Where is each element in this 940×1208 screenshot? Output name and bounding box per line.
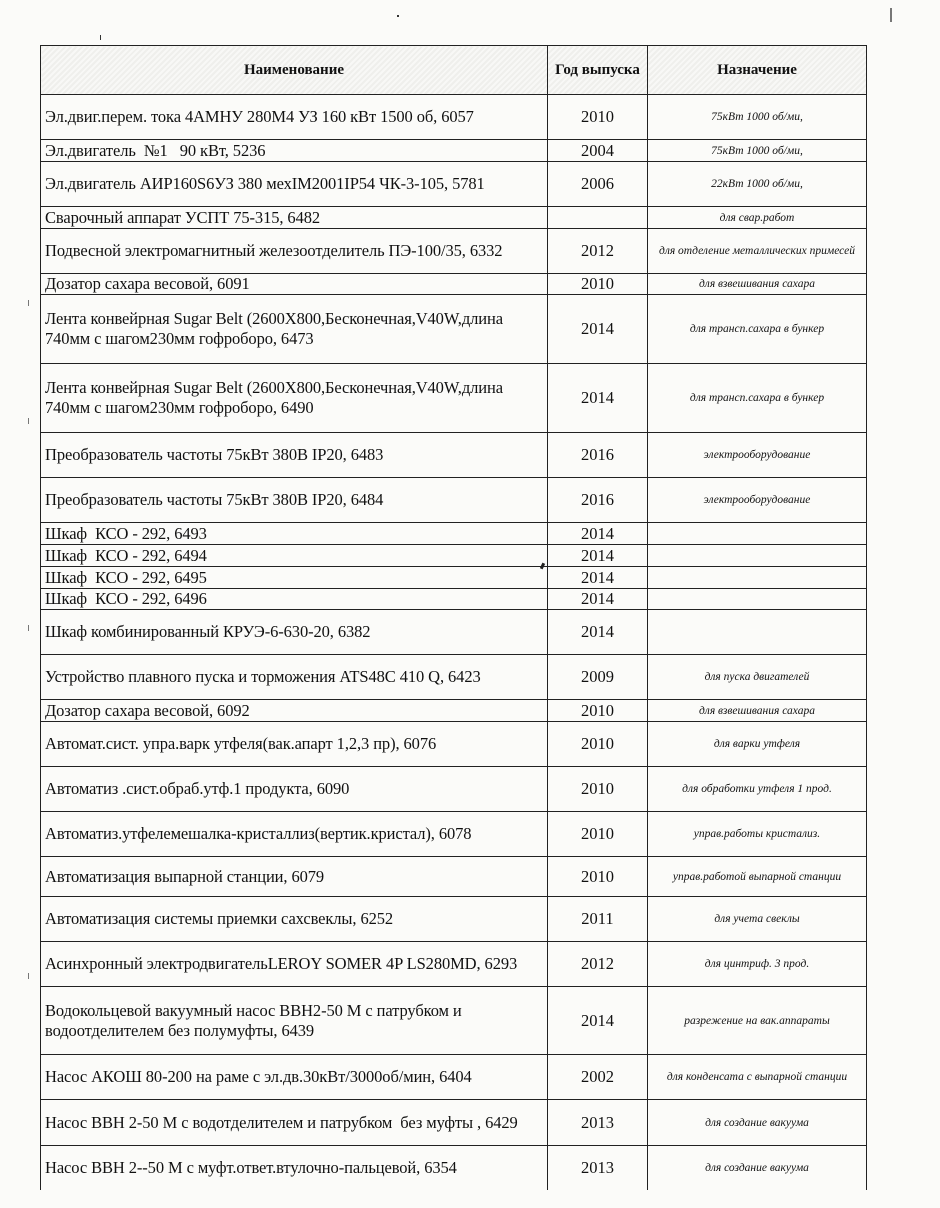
- cell-year: 2006: [548, 162, 648, 207]
- cell-name: Сварочный аппарат УСПТ 75-315, 6482: [41, 207, 548, 229]
- cell-year: 2014: [548, 987, 648, 1055]
- cell-purpose: разрежение на вак.аппараты: [648, 987, 867, 1055]
- column-header-name: Наименование: [41, 46, 548, 95]
- cell-year: 2012: [548, 229, 648, 274]
- cell-purpose: для создание вакуума: [648, 1100, 867, 1146]
- table-row: [41, 610, 867, 655]
- scan-speck: [28, 418, 29, 424]
- cell-purpose: [648, 610, 867, 655]
- cell-name: Автомат.сист. упра.варк утфеля(вак.апарт 1,2,3 пр), 6076: [41, 722, 548, 767]
- scan-speck: [890, 8, 892, 22]
- table-row: [41, 545, 867, 567]
- cell-purpose: управ.работой выпарной станции: [648, 857, 867, 897]
- cell-name: Эл.двиг.перем. тока 4АМНУ 280М4 УЗ 160 кВт 1500 об, 6057: [41, 95, 548, 140]
- cell-name: Автоматиз.утфелемешалка-кристаллиз(вертик.кристал), 6078: [41, 812, 548, 857]
- cell-name: Шкаф КСО - 292, 6494: [41, 545, 548, 567]
- table-row: [41, 207, 867, 229]
- cell-purpose: электрооборудование: [648, 478, 867, 523]
- table-row: [41, 162, 867, 207]
- cell-year: 2014: [548, 364, 648, 433]
- equipment-table: [40, 45, 867, 1190]
- cell-purpose: 75кВт 1000 об/ми,: [648, 95, 867, 140]
- table-row: [41, 655, 867, 700]
- cell-name: Преобразователь частоты 75кВт 380В IP20, 6483: [41, 433, 548, 478]
- cell-year: 2013: [548, 1100, 648, 1146]
- cell-purpose: для отделение металлических примесей: [648, 229, 867, 274]
- table-row: [41, 942, 867, 987]
- table-row: [41, 700, 867, 722]
- cell-purpose: для обработки утфеля 1 прод.: [648, 767, 867, 812]
- column-header-purpose: Назначение: [648, 46, 867, 95]
- cell-year: 2013: [548, 1146, 648, 1191]
- cell-purpose: для взвешивания сахара: [648, 700, 867, 722]
- cell-purpose: [648, 567, 867, 589]
- cell-name: Асинхронный электродвигательLEROY SOMER 4P LS280MD, 6293: [41, 942, 548, 987]
- cell-year: 2014: [548, 589, 648, 610]
- table-row: [41, 140, 867, 162]
- cell-year: 2014: [548, 295, 648, 364]
- cell-purpose: для взвешивания сахара: [648, 274, 867, 295]
- cell-name: Подвесной электромагнитный железоотделитель ПЭ-100/35, 6332: [41, 229, 548, 274]
- cell-purpose: для цинтриф. 3 прод.: [648, 942, 867, 987]
- cell-purpose: для свар.работ: [648, 207, 867, 229]
- cell-purpose: [648, 523, 867, 545]
- cell-name: Автоматизация системы приемки сахсвеклы, 6252: [41, 897, 548, 942]
- cell-year: 2014: [548, 545, 648, 567]
- table-row: [41, 857, 867, 897]
- cell-name: Насос АКОШ 80-200 на раме с эл.дв.30кВт/3000об/мин, 6404: [41, 1055, 548, 1100]
- scan-speck: [100, 35, 101, 40]
- cell-name: Дозатор сахара весовой, 6091: [41, 274, 548, 295]
- cell-year: 2014: [548, 567, 648, 589]
- cell-year: 2010: [548, 274, 648, 295]
- cell-year: 2012: [548, 942, 648, 987]
- scan-speck: [28, 973, 29, 979]
- cell-purpose: для трансп.сахара в бункер: [648, 364, 867, 433]
- table-row: [41, 722, 867, 767]
- cell-purpose: для трансп.сахара в бункер: [648, 295, 867, 364]
- cell-year: 2004: [548, 140, 648, 162]
- table-row: [41, 589, 867, 610]
- table-row: [41, 1146, 867, 1191]
- cell-name: Эл.двигатель №1 90 кВт, 5236: [41, 140, 548, 162]
- cell-name: Насос ВВН 2--50 М с муфт.ответ.втулочно-пальцевой, 6354: [41, 1146, 548, 1191]
- cell-purpose: 75кВт 1000 об/ми,: [648, 140, 867, 162]
- cell-name: Шкаф комбинированный КРУЭ-6-630-20, 6382: [41, 610, 548, 655]
- cell-purpose: для конденсата с выпарной станции: [648, 1055, 867, 1100]
- cell-name: Водокольцевой вакуумный насос ВВН2-50 М с патрубком и водоотделителем без полумуфты, 6439: [41, 987, 548, 1055]
- cell-purpose: для пуска двигателей: [648, 655, 867, 700]
- table-row: [41, 523, 867, 545]
- table-row: [41, 1100, 867, 1146]
- table-row: [41, 364, 867, 433]
- table-row: [41, 274, 867, 295]
- cell-name: Устройство плавного пуска и торможения ATS48C 410 Q, 6423: [41, 655, 548, 700]
- scan-speck: [28, 300, 29, 306]
- cell-purpose: [648, 545, 867, 567]
- cell-year: 2009: [548, 655, 648, 700]
- table-row: [41, 987, 867, 1055]
- cell-purpose: управ.работы кристализ.: [648, 812, 867, 857]
- table-row: [41, 812, 867, 857]
- cell-purpose: для варки утфеля: [648, 722, 867, 767]
- cell-year: 2016: [548, 433, 648, 478]
- column-header-year: Год выпуска: [548, 46, 648, 95]
- cell-purpose: электрооборудование: [648, 433, 867, 478]
- cell-year: 2011: [548, 897, 648, 942]
- cell-year: 2010: [548, 722, 648, 767]
- cell-year: 2002: [548, 1055, 648, 1100]
- cell-name: Лента конвейрная Sugar Belt (2600Х800,Бесконечная,V40W,длина 740мм с шагом230мм гофроборо, 6473: [41, 295, 548, 364]
- table-row: [41, 95, 867, 140]
- cell-name: Шкаф КСО - 292, 6493: [41, 523, 548, 545]
- scan-speck: [28, 625, 29, 631]
- table-header-row: [41, 46, 867, 95]
- table-row: [41, 433, 867, 478]
- cell-name: Шкаф КСО - 292, 6495: [41, 567, 548, 589]
- cell-year: 2014: [548, 610, 648, 655]
- cell-name: Насос ВВН 2-50 М с водотделителем и патрубком без муфты , 6429: [41, 1100, 548, 1146]
- cell-name: Лента конвейрная Sugar Belt (2600Х800,Бесконечная,V40W,длина 740мм с шагом230мм гофроборо, 6490: [41, 364, 548, 433]
- table-row: [41, 295, 867, 364]
- cell-name: Преобразователь частоты 75кВт 380В IP20, 6484: [41, 478, 548, 523]
- table-row: [41, 567, 867, 589]
- cell-name: Дозатор сахара весовой, 6092: [41, 700, 548, 722]
- cell-year: 2010: [548, 95, 648, 140]
- cell-year: [548, 207, 648, 229]
- cell-year: 2010: [548, 767, 648, 812]
- cell-purpose: для создание вакуума: [648, 1146, 867, 1191]
- cell-year: 2016: [548, 478, 648, 523]
- table-row: [41, 897, 867, 942]
- table-row: [41, 478, 867, 523]
- cell-purpose: [648, 589, 867, 610]
- table-row: [41, 229, 867, 274]
- cell-purpose: для учета свеклы: [648, 897, 867, 942]
- cell-name: Шкаф КСО - 292, 6496: [41, 589, 548, 610]
- cell-purpose: 22кВт 1000 об/ми,: [648, 162, 867, 207]
- cell-year: 2010: [548, 857, 648, 897]
- cell-name: Автоматизация выпарной станции, 6079: [41, 857, 548, 897]
- cell-name: Автоматиз .сист.обраб.утф.1 продукта, 6090: [41, 767, 548, 812]
- cell-name: Эл.двигатель АИР160S6УЗ 380 мехIM2001IP54 ЧК-3-105, 5781: [41, 162, 548, 207]
- cell-year: 2014: [548, 523, 648, 545]
- table-row: [41, 1055, 867, 1100]
- table-row: [41, 767, 867, 812]
- cell-year: 2010: [548, 812, 648, 857]
- cell-year: 2010: [548, 700, 648, 722]
- scan-speck: [397, 15, 399, 17]
